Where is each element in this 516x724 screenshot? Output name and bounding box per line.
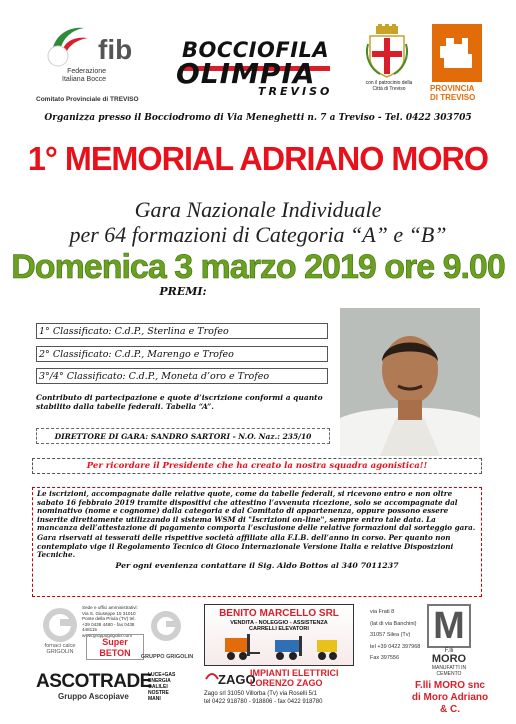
bocciofila-treviso-text: TREVISO xyxy=(258,85,333,98)
grigolin-caption: fornaci calce GRIGOLIN xyxy=(44,643,76,655)
fib-mark: fib xyxy=(98,34,133,65)
race-director: DIRETTORE DI GARA: SANDRO SARTORI - N.O. Naz.: 235/10 xyxy=(36,428,330,444)
zago-sub: LORENZO ZAGO xyxy=(250,678,323,688)
province-text xyxy=(430,84,486,102)
zago-ad xyxy=(204,668,354,712)
benito-sub2: CARRELLI ELEVATORI xyxy=(249,626,309,632)
prize-item: 1° Classificato: C.d.P., Sterlina e Trofeo xyxy=(36,323,328,339)
moro-address xyxy=(370,607,424,665)
portrait-photo xyxy=(340,308,480,456)
ascotrade-logo xyxy=(36,671,152,701)
prizes-title: PREMI: xyxy=(159,285,207,298)
moro-address-line: 31057 Silea (Tv) xyxy=(370,632,411,638)
rules-paragraph-2: Gara riservati ai tesserati delle rispettive società affiliate alla F.I.B. dell’anno in corso. Per quanto non contemplato vige il Regolamento Tecnico di Gioco Internazionale Versione Italia e relative Disposizioni Tecniche. xyxy=(37,532,454,560)
organizer-line: Organizza presso il Bocciodromo di Via Meneghetti n. 7 a Treviso - Tel. 0422 303705 xyxy=(44,113,472,123)
province-line2: DI TREVISO xyxy=(430,93,476,102)
moro-logo xyxy=(424,604,474,677)
moro-address-line: via Frati 8 xyxy=(370,609,395,615)
ascotrade-name: ASCOTRADE xyxy=(36,671,152,692)
ascotrade-tag: GALILEI xyxy=(148,684,168,690)
province-logo-icon xyxy=(432,24,482,82)
rules-paragraph-1: Le iscrizioni, accompagnate dalle relative quote, come da tabelle federali, si ricevono entro e non oltre sabato 16 febbraio 2019 tramite dispositivi che attestino l’avvenuta ricezione, solo se accompagnate dal nominativo (nome e cognome) dalla categoria e dal Comitato di appartenenza, oppure possono essere inserite direttamente utilizzando il sistema WSM di "Iscrizioni on-line", sempre entro tale data. La mancanza dell’attestazione di pagamento comporta l’esclusione delle relative formazioni dal sorteggio gara. xyxy=(37,489,476,533)
svg-text:ZAGO: ZAGO xyxy=(218,672,256,687)
benito-sub1: VENDITA - NOLEGGIO - ASSISTENZA xyxy=(230,620,328,626)
zago-name: IMPIANTI ELETTRICI xyxy=(250,668,339,678)
moro-address-line: (lat di via Banchini) xyxy=(370,620,417,627)
moro-address-line: tel +39 0422 397968 xyxy=(370,643,421,650)
moro-logo-mark: M xyxy=(427,604,471,648)
zago-phone: tel 0422 918780 - 918806 - fax 0422 918780 xyxy=(204,699,323,705)
ascotrade-tag: NOSTRE xyxy=(148,690,169,696)
ascotrade-tags xyxy=(148,672,184,702)
fib-name xyxy=(40,68,106,84)
zago-address: Zago srl 31050 Villorba (Tv) via Roselli 5/1 xyxy=(204,691,317,697)
moro-logo-sub2: MORO xyxy=(431,653,467,665)
fib-name-line1: Federazione xyxy=(67,68,106,75)
event-subtitle-2: per 64 formazioni di Categoria “A” e “B” xyxy=(69,222,447,247)
moro-name-line2: di Moro Adriano & C. xyxy=(411,692,489,715)
crest-caption: con il patrocinio della Città di Treviso xyxy=(365,80,413,92)
moro-company-name xyxy=(410,680,490,716)
moro-name-line1: F.lli MORO snc xyxy=(414,680,485,691)
ascotrade-sub: Gruppo Ascopiave xyxy=(58,692,129,701)
forklift-icon xyxy=(205,632,353,662)
contribution-note: Contributo di partecipazione e quote d’iscrizione conformi a quanto stabilito dalla tabelle federali. Tabella “A”. xyxy=(36,393,323,411)
bocciofila-top-text: BOCCIOFILA xyxy=(182,38,330,62)
fib-swoosh-logo xyxy=(44,22,96,68)
prize-item: 3°/4° Classificato: C.d.P., Moneta d’oro e Trofeo xyxy=(36,368,328,384)
moro-address-line: Fax 397556 xyxy=(370,655,400,661)
memorial-note: Per ricordare il Presidente che ha creato la nostra squadra agonistica!! xyxy=(32,458,482,474)
moro-logo-sub1: F.lli xyxy=(444,648,454,654)
fib-comitato: Comitato Provinciale di TREVISO xyxy=(36,96,139,103)
province-line1: PROVINCIA xyxy=(430,84,475,93)
benito-marcello-ad xyxy=(204,604,354,666)
ascotrade-tag: MANI xyxy=(148,696,161,702)
event-date: Domenica 3 marzo 2019 ore 9.00 xyxy=(11,248,505,286)
zago-logo-icon xyxy=(204,669,256,687)
benito-name: BENITO MARCELLO SRL xyxy=(219,608,339,619)
treviso-crest-icon xyxy=(366,24,408,78)
rules-box xyxy=(32,487,482,597)
grigolin-address: Sede e uffici amministrativi: Via S. Giuseppe 15 31010 Ponte della Priula (TV) tel. +39 0438 4480 - fax 0438 448115 www.gruppogrigolin.com xyxy=(82,605,138,638)
ascotrade-tag: ENERGIA xyxy=(148,678,171,684)
event-subtitle-1: Gara Nazionale Individuale xyxy=(134,197,382,222)
prize-item: 2° Classificato: C.d.P., Marengo e Trofeo xyxy=(36,346,328,362)
fib-name-line2: Italiana Bocce xyxy=(62,76,106,83)
event-title: 1° MEMORIAL ADRIANO MORO xyxy=(27,140,489,177)
gruppo-grigolin-caption: GRUPPO GRIGOLIN xyxy=(140,654,194,660)
superbeton-text: Super BETON xyxy=(99,637,131,658)
moro-logo-sub3: MANUFATTI IN CEMENTO xyxy=(431,665,467,677)
bocciofila-olimpia-text: OLIMPIA xyxy=(176,57,316,90)
contact-line: Per ogni evenienza contattare il Sig. Aldo Bottos al 340 7011237 xyxy=(115,560,399,570)
ascotrade-tag: LUCE+GAS xyxy=(148,672,176,678)
superbeton-logo xyxy=(86,634,144,660)
